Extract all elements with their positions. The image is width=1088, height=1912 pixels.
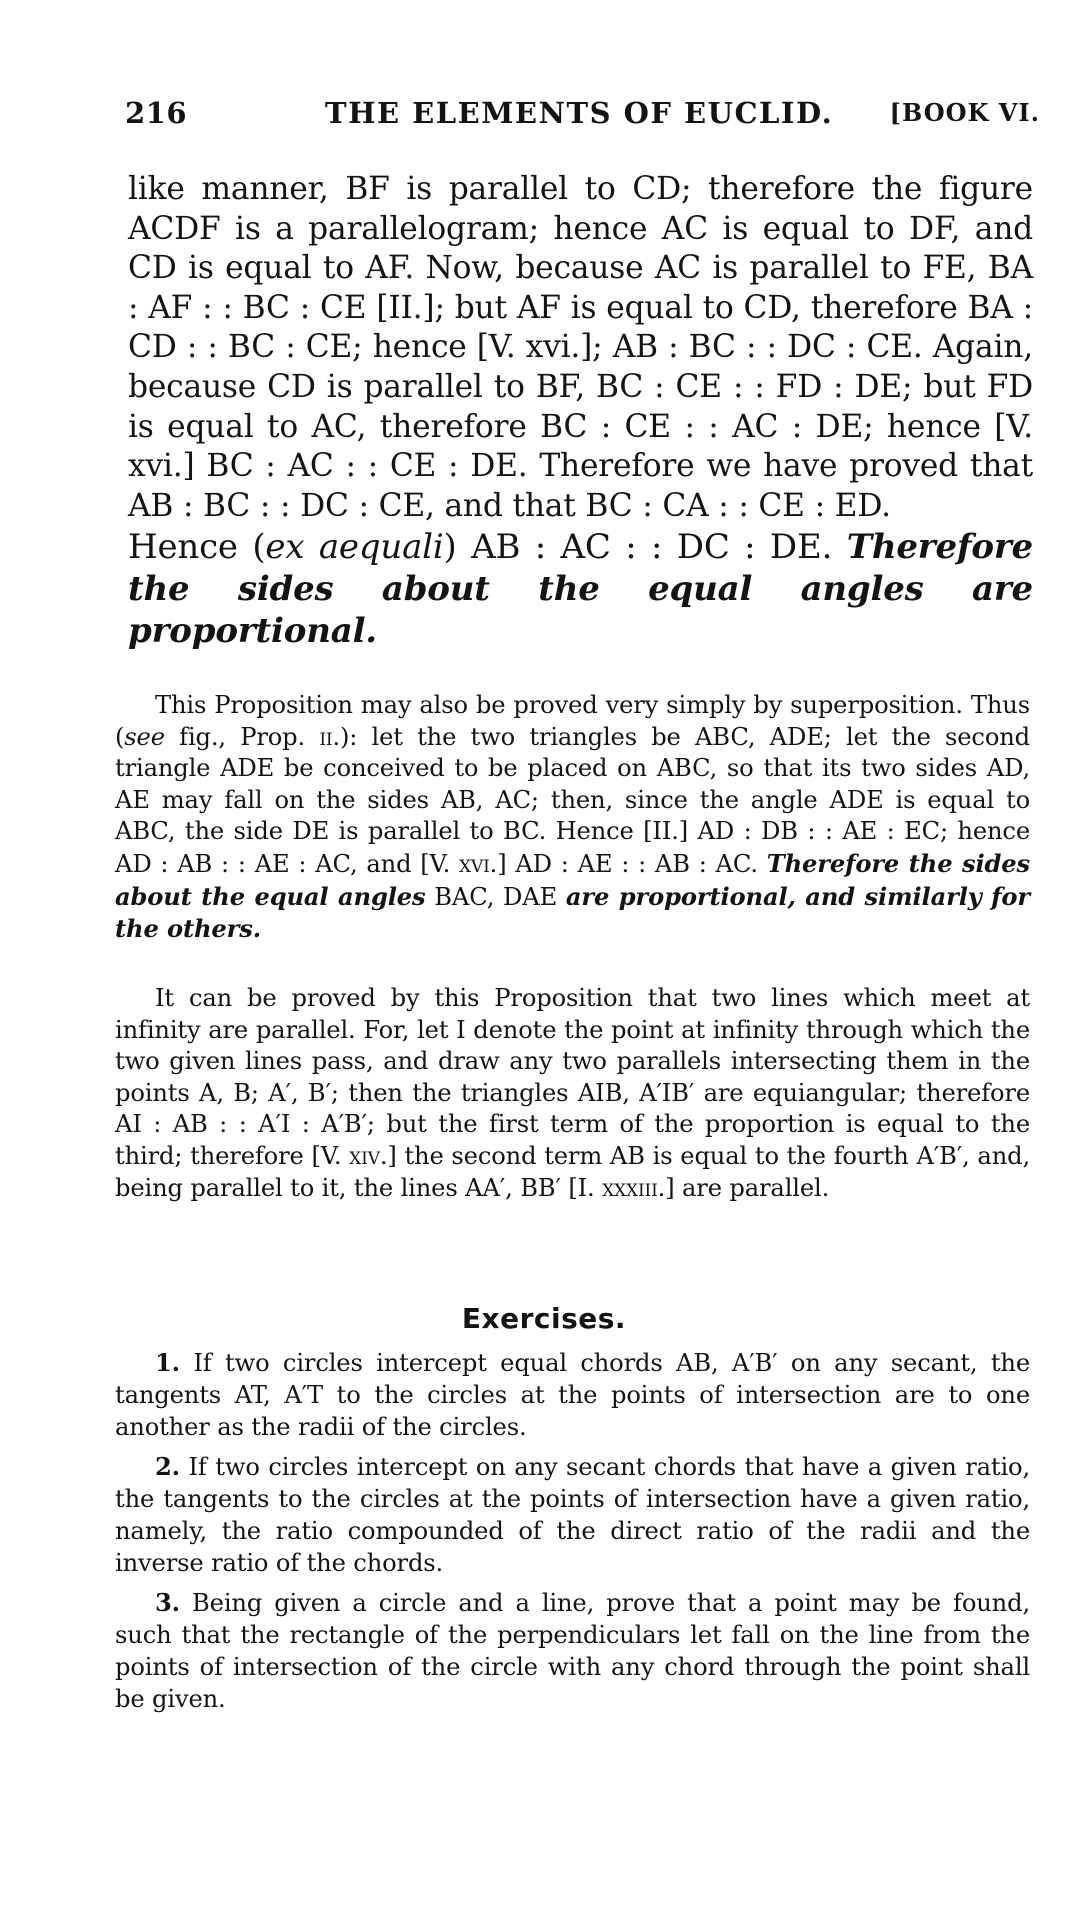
exercise-text: Being given a circle and a line, prove that a point may be found, such that the rectangle of the perpendiculars let fall on the line from the points of intersection of the circle with any chord through the point shall be given. xyxy=(115,1589,1030,1713)
ex-aequali-phrase: ex aequali xyxy=(265,527,444,568)
book-v-reference: xvi. xyxy=(459,849,498,878)
book-i-reference: xxxiii. xyxy=(602,1173,666,1202)
exercise-item xyxy=(115,1451,1030,1579)
conclusion-emphasis: Therefore the sides about the equal angles are proportional. xyxy=(128,527,1033,652)
note-text: ] the second term AB is equal to the fourth A′B′, and, being parallel to it, the lines AA′, BB′ [I. xyxy=(115,1141,1030,1202)
note-text: ] AD : AE : : AB : AC. xyxy=(497,849,767,878)
conclusion-prefix: Hence ( xyxy=(128,527,266,568)
superposition-note xyxy=(115,690,1030,946)
exercise-text: If two circles intercept on any secant chords that have a given ratio, the tangents to the circles at the points of intersection have a given ratio, namely, the ratio compounded of the direct ratio of the radii and the inverse ratio of the chords. xyxy=(115,1453,1030,1577)
note-emphasis: are proportional, and similarly for the others. xyxy=(115,881,1030,944)
note-text: fig., Prop. xyxy=(164,722,320,751)
exercise-text: If two circles intercept equal chords AB, A′B′ on any secant, the tangents AT, A′T to the circles at the points of intersection are to one another as the radii of the circles. xyxy=(115,1349,1030,1441)
note-text: ): let the two triangles be ABC, ADE; let the second triangle ADE be conceived to be placed on ABC, so that its two sides AD, AE may fall on the sides AB, AC; then, since the angle ADE is equal to ABC, the side DE is parallel to BC. Hence [II.] AD : DB : : AE : EC; hence AD : AB : : AE : AC, and [V. xyxy=(115,722,1030,878)
exercise-item xyxy=(115,1347,1030,1443)
note-paragraph xyxy=(115,983,1030,1204)
book-reference: [BOOK VI. xyxy=(889,98,1040,127)
exercise-number: 1. xyxy=(155,1348,180,1377)
infinity-note xyxy=(115,983,1030,1204)
note-text: BAC, DAE xyxy=(425,882,566,911)
note-text: This Proposition may also be proved very simply by superposition. Thus ( xyxy=(115,691,1030,751)
exercises-list xyxy=(115,1347,1030,1723)
book-v-reference: xiv. xyxy=(349,1141,388,1170)
exercises-heading: Exercises. xyxy=(461,1302,627,1335)
page-header xyxy=(125,96,1040,136)
note-emphasis: Therefore the sides about the equal angles xyxy=(115,848,1030,911)
prop-reference: ii. xyxy=(319,722,340,751)
note-text: ] are parallel. xyxy=(665,1173,830,1202)
note-see: see xyxy=(124,722,165,751)
running-title: THE ELEMENTS OF EUCLID. xyxy=(325,96,834,130)
exercise-number: 3. xyxy=(155,1588,180,1617)
exercise-item xyxy=(115,1587,1030,1715)
exercise-number: 2. xyxy=(155,1452,180,1481)
note-paragraph xyxy=(115,690,1030,946)
main-proof-text xyxy=(128,170,1033,652)
proof-paragraph: like manner, BF is parallel to CD; therefore the figure ACDF is a parallelogram; hence AC is equal to DF, and CD is equal to AF. Now, because AC is parallel to FE, BA : AF : : BC : CE [II.]; but AF is equal to CD, therefore BA : CD : : BC : CE; hence [V. xvi.]; AB : BC : : DC : CE. Again, because CD is parallel to BF, BC : CE : : FD : DE; but FD is equal to AC, therefore BC : CE : : AC : DE; hence [V. xvi.] BC : AC : : CE : DE. Therefore we have proved that AB : BC : : DC : CE, and that BC : CA : : CE : ED. xyxy=(128,171,1033,524)
note-text: It can be proved by this Proposition that two lines which meet at infinity are parallel. For, let I denote the point at infinity through which the two given lines pass, and draw any two parallels intersecting them in the points A, B; A′, B′; then the triangles AIB, A′IB′ are equiangular; therefore AI : AB : : A′I : A′B′; but the first term of the proportion is equal to the third; therefore [V. xyxy=(115,984,1030,1170)
page-number: 216 xyxy=(125,96,188,130)
proof-conclusion xyxy=(128,526,1033,652)
conclusion-middle: ) AB : AC : : DC : DE. xyxy=(443,527,847,568)
